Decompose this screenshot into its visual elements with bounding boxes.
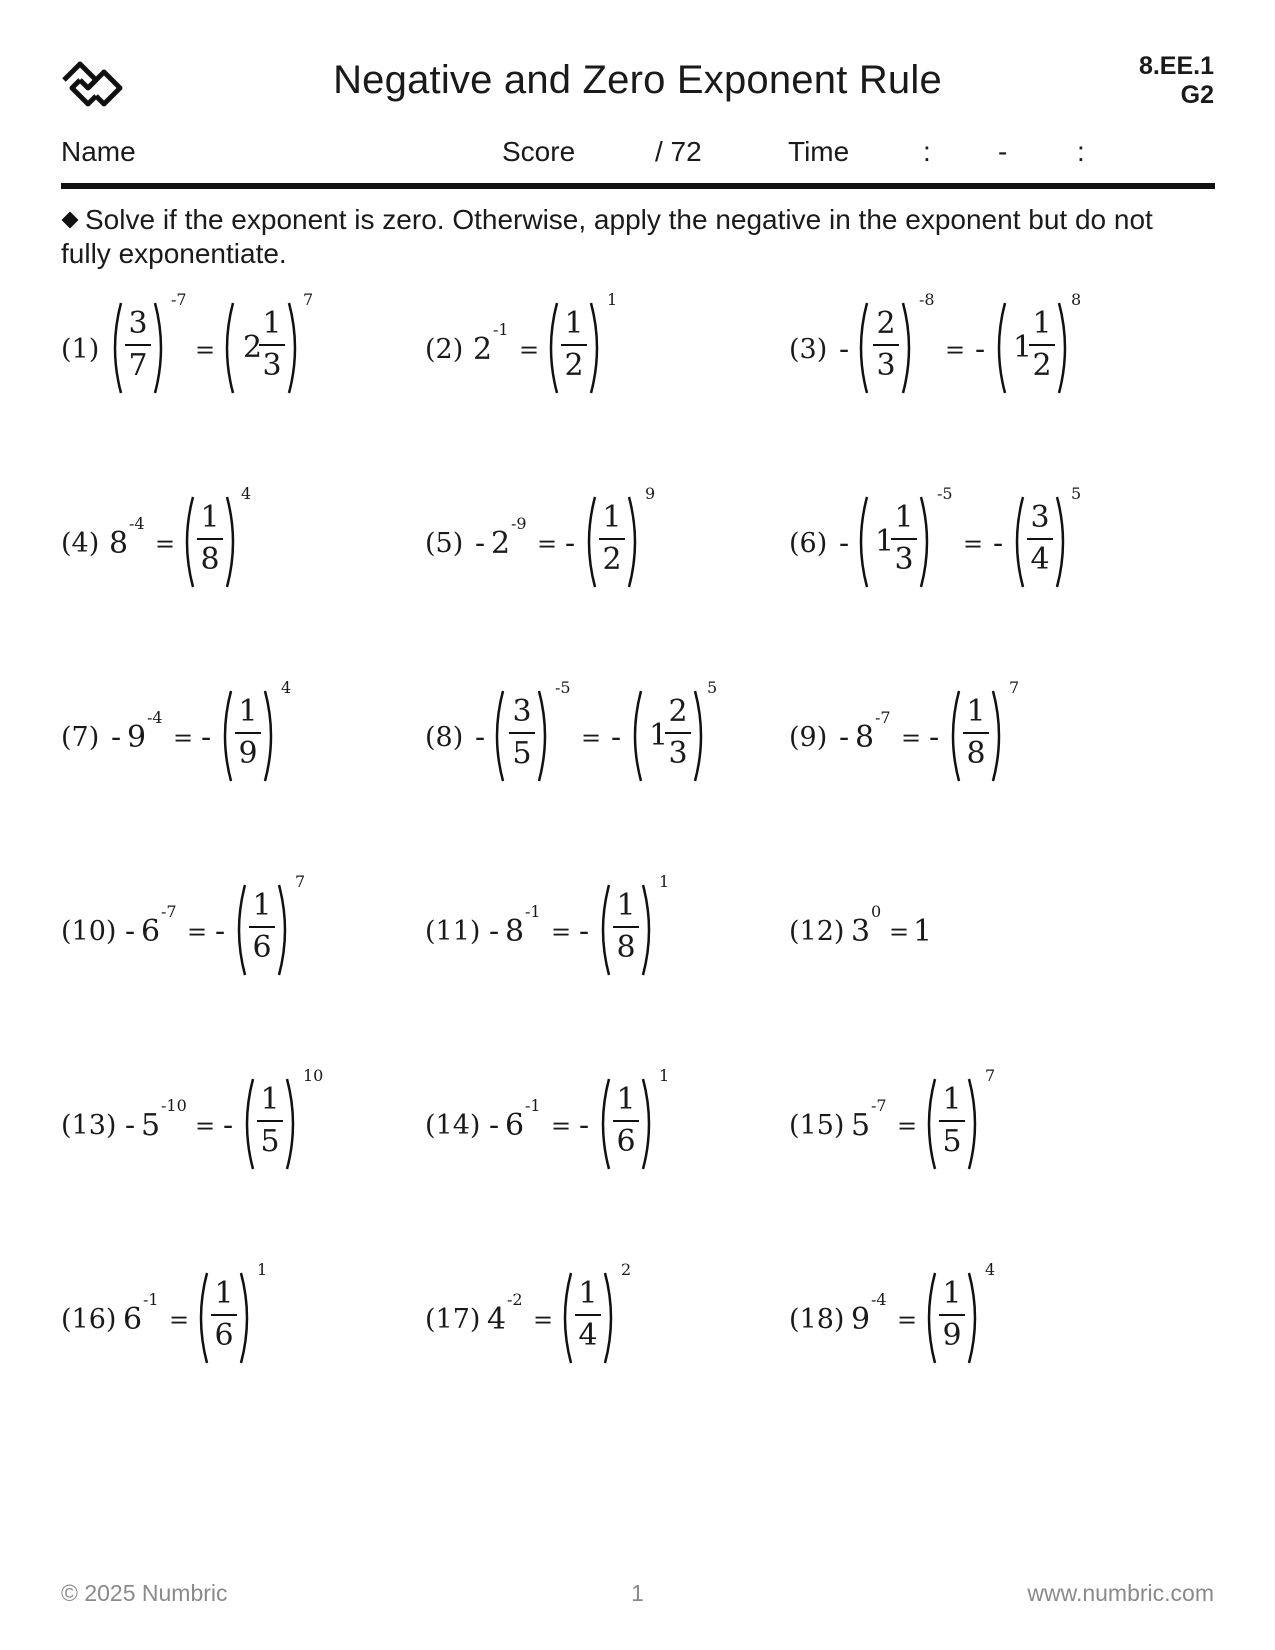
left-paren-icon <box>629 688 643 784</box>
base: 8 <box>505 914 525 949</box>
time-separator: - <box>998 136 1008 167</box>
right-paren-icon <box>1057 300 1071 396</box>
right-paren-icon <box>901 300 915 396</box>
equals-sign: = <box>889 918 910 946</box>
exponent: 5 <box>707 678 718 697</box>
exponent: 8 <box>1071 290 1082 309</box>
left-paren-icon <box>947 688 961 784</box>
exponent: 4 <box>241 484 252 503</box>
exponent: 7 <box>295 872 306 891</box>
exponent: 2 <box>621 1260 632 1279</box>
whole-number: 1 <box>875 524 895 559</box>
right-paren-icon <box>967 1270 981 1366</box>
right-paren-icon <box>287 300 301 396</box>
equals-sign: = <box>195 1112 216 1140</box>
standard-code-line1: 8.EE.1 <box>1138 52 1214 80</box>
problem-number: (4) <box>61 528 100 559</box>
base: 2 <box>491 526 511 561</box>
equals-sign: = <box>945 336 966 364</box>
exponent: 1 <box>607 290 618 309</box>
fraction: 1 6 <box>211 1276 237 1354</box>
problem-number: (17) <box>425 1304 481 1335</box>
exponent: 7 <box>1009 678 1020 697</box>
time-label: Time <box>788 136 850 167</box>
exponent: -8 <box>919 290 935 309</box>
equals-sign: = <box>169 1306 190 1334</box>
footer-url[interactable]: www.numbric.com <box>1027 1580 1214 1606</box>
base: 3 <box>851 914 871 949</box>
negative-sign: - <box>975 332 986 367</box>
right-paren-icon <box>603 1270 617 1366</box>
equals-sign: = <box>963 530 984 558</box>
exponent: -1 <box>143 1290 159 1309</box>
negative-sign: - <box>579 914 590 949</box>
problem-number: (5) <box>425 528 464 559</box>
fraction: 1 5 <box>939 1082 965 1160</box>
negative-sign: - <box>475 720 486 755</box>
negative-sign: - <box>993 526 1004 561</box>
base: 2 <box>473 332 493 367</box>
left-paren-icon <box>491 688 505 784</box>
left-paren-icon <box>559 1270 573 1366</box>
left-paren-icon <box>195 1270 209 1366</box>
right-paren-icon <box>537 688 551 784</box>
negative-sign: - <box>839 720 850 755</box>
base: 9 <box>851 1302 871 1337</box>
equals-sign: = <box>581 724 602 752</box>
problem-number: (8) <box>425 722 464 753</box>
base: 5 <box>141 1108 161 1143</box>
negative-sign: - <box>223 1108 234 1143</box>
equals-sign: = <box>537 530 558 558</box>
exponent: 1 <box>659 1066 670 1085</box>
negative-sign: - <box>201 720 212 755</box>
diamond-bullet-icon <box>62 212 79 229</box>
equals-sign: = <box>187 918 208 946</box>
problem-number: (14) <box>425 1110 481 1141</box>
problem-number: (18) <box>789 1304 845 1335</box>
fraction: 1 4 <box>575 1276 601 1354</box>
exponent: -1 <box>525 1096 541 1115</box>
fraction: 2 3 <box>873 306 899 384</box>
problem-number: (15) <box>789 1110 845 1141</box>
problem-number: (3) <box>789 334 828 365</box>
left-paren-icon <box>993 300 1007 396</box>
standard-code <box>1139 52 1214 110</box>
base: 9 <box>127 720 147 755</box>
problem-number: (12) <box>789 916 845 947</box>
left-paren-icon <box>1011 494 1025 590</box>
equals-sign: = <box>195 336 216 364</box>
left-paren-icon <box>545 300 559 396</box>
exponent: -5 <box>555 678 571 697</box>
right-paren-icon <box>641 1076 655 1172</box>
exponent: -10 <box>161 1096 187 1115</box>
equals-sign: = <box>533 1306 554 1334</box>
problem-number: (6) <box>789 528 828 559</box>
negative-sign: - <box>579 1108 590 1143</box>
equals-sign: = <box>897 1112 918 1140</box>
exponent: -9 <box>511 514 527 533</box>
negative-sign: - <box>839 526 850 561</box>
exponent: -4 <box>147 708 163 727</box>
negative-sign: - <box>489 914 500 949</box>
base: 6 <box>505 1108 525 1143</box>
fraction: 1 3 <box>891 500 917 578</box>
exponent: 10 <box>303 1066 324 1085</box>
whole-number: 1 <box>649 718 669 753</box>
problem-number: (16) <box>61 1304 117 1335</box>
right-paren-icon <box>153 300 167 396</box>
left-paren-icon <box>219 688 233 784</box>
exponent: 5 <box>1071 484 1082 503</box>
equals-sign: = <box>155 530 176 558</box>
name-label: Name <box>61 136 136 167</box>
exponent: 0 <box>871 902 882 921</box>
exponent: 4 <box>985 1260 996 1279</box>
whole-number: 2 <box>243 330 263 365</box>
fraction: 1 2 <box>561 306 587 384</box>
right-paren-icon <box>225 494 239 590</box>
exponent: -7 <box>871 1096 887 1115</box>
right-paren-icon <box>589 300 603 396</box>
right-paren-icon <box>1055 494 1069 590</box>
negative-sign: - <box>489 1108 500 1143</box>
equals-sign: = <box>519 336 540 364</box>
exponent: 1 <box>257 1260 268 1279</box>
left-paren-icon <box>241 1076 255 1172</box>
left-paren-icon <box>597 1076 611 1172</box>
fraction: 3 7 <box>125 306 151 384</box>
standard-code-line2: G2 <box>1180 81 1214 109</box>
left-paren-icon <box>855 494 869 590</box>
right-paren-icon <box>693 688 707 784</box>
exponent: 7 <box>303 290 314 309</box>
exponent: -7 <box>875 708 891 727</box>
negative-sign: - <box>929 720 940 755</box>
right-paren-icon <box>277 882 291 978</box>
negative-sign: - <box>125 1108 136 1143</box>
right-paren-icon <box>919 494 933 590</box>
base: 6 <box>141 914 161 949</box>
equals-sign: = <box>173 724 194 752</box>
base: 5 <box>851 1108 871 1143</box>
fraction: 1 9 <box>235 694 261 772</box>
problem-number: (11) <box>425 916 481 947</box>
score-total: / 72 <box>655 136 702 167</box>
fraction: 1 6 <box>613 1082 639 1160</box>
equals-sign: = <box>551 1112 572 1140</box>
negative-sign: - <box>611 720 622 755</box>
equals-sign: = <box>551 918 572 946</box>
exponent: 9 <box>645 484 656 503</box>
left-paren-icon <box>233 882 247 978</box>
right-paren-icon <box>263 688 277 784</box>
left-paren-icon <box>597 882 611 978</box>
problem-number: (2) <box>425 334 464 365</box>
time-separator: : <box>1077 136 1085 167</box>
base: 6 <box>123 1302 143 1337</box>
left-paren-icon <box>923 1076 937 1172</box>
negative-sign: - <box>839 332 850 367</box>
fraction: 1 9 <box>939 1276 965 1354</box>
fraction: 2 3 <box>665 694 691 772</box>
left-paren-icon <box>583 494 597 590</box>
fraction: 1 6 <box>249 888 275 966</box>
header-divider <box>61 183 1215 189</box>
negative-sign: - <box>565 526 576 561</box>
exponent: -5 <box>937 484 953 503</box>
left-paren-icon <box>109 300 123 396</box>
instructions-text: Solve if the exponent is zero. Otherwise, apply the negative in the exponent but do not fully exponentiate. <box>61 204 1153 269</box>
base: 8 <box>855 720 875 755</box>
fraction: 1 5 <box>257 1082 283 1160</box>
whole-number: 1 <box>1013 330 1033 365</box>
exponent: 1 <box>659 872 670 891</box>
left-paren-icon <box>181 494 195 590</box>
footer-copyright: © 2025 Numbric <box>61 1580 228 1606</box>
negative-sign: - <box>111 720 122 755</box>
instructions <box>61 203 1181 271</box>
exponent: -7 <box>171 290 187 309</box>
exponent: 7 <box>985 1066 996 1085</box>
right-paren-icon <box>641 882 655 978</box>
page-number: 1 <box>631 1580 644 1606</box>
negative-sign: - <box>215 914 226 949</box>
negative-sign: - <box>475 526 486 561</box>
exponent: -4 <box>871 1290 887 1309</box>
fraction: 1 8 <box>963 694 989 772</box>
problem-number: (9) <box>789 722 828 753</box>
exponent: -2 <box>507 1290 523 1309</box>
fraction: 1 2 <box>1029 306 1055 384</box>
problem-number: (10) <box>61 916 117 947</box>
base: 4 <box>487 1302 507 1337</box>
fraction: 3 5 <box>509 694 535 772</box>
fraction: 3 4 <box>1027 500 1053 578</box>
right-paren-icon <box>239 1270 253 1366</box>
negative-sign: - <box>125 914 136 949</box>
exponent: -7 <box>161 902 177 921</box>
fraction: 1 8 <box>613 888 639 966</box>
exponent: -1 <box>493 320 509 339</box>
equals-sign: = <box>897 1306 918 1334</box>
left-paren-icon <box>221 300 235 396</box>
right-paren-icon <box>627 494 641 590</box>
exponent: -4 <box>129 514 145 533</box>
score-label: Score <box>502 136 576 167</box>
exponent: 4 <box>281 678 292 697</box>
problem-number: (13) <box>61 1110 117 1141</box>
problem-number: (7) <box>61 722 100 753</box>
equals-sign: = <box>901 724 922 752</box>
answer: 1 <box>913 914 933 949</box>
fraction: 1 3 <box>259 306 285 384</box>
exponent: -1 <box>525 902 541 921</box>
base: 8 <box>109 526 129 561</box>
fraction: 1 2 <box>599 500 625 578</box>
right-paren-icon <box>991 688 1005 784</box>
time-separator: : <box>923 136 931 167</box>
problem-number: (1) <box>61 334 100 365</box>
page-title: Negative and Zero Exponent Rule <box>333 58 942 102</box>
left-paren-icon <box>855 300 869 396</box>
left-paren-icon <box>923 1270 937 1366</box>
fraction: 1 8 <box>197 500 223 578</box>
right-paren-icon <box>285 1076 299 1172</box>
right-paren-icon <box>967 1076 981 1172</box>
